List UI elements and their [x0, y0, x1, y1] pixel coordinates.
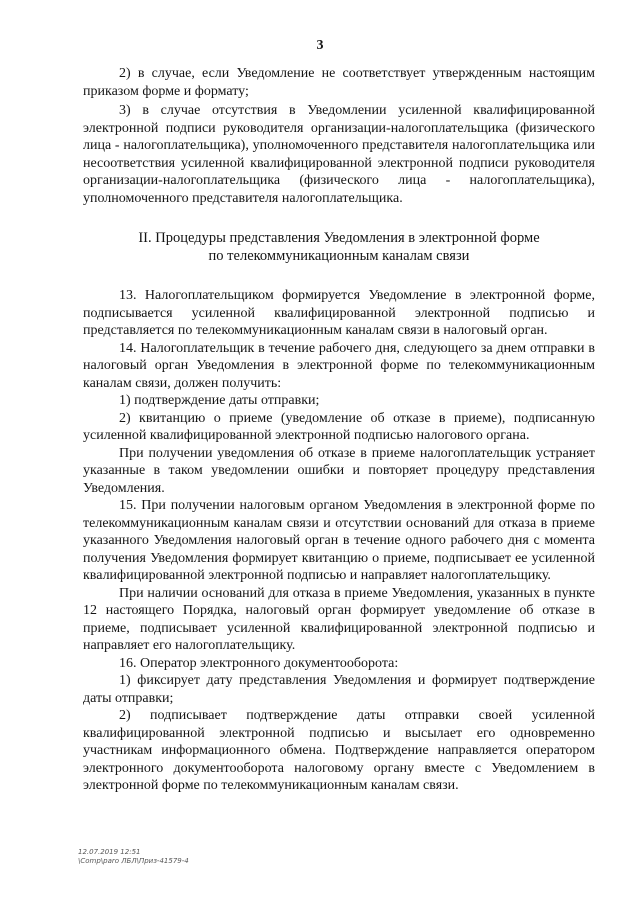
- paragraph-16-item-1: 1) фиксирует дату представления Уведомления и формирует подтверждение даты отправки;: [83, 673, 595, 706]
- paragraph-16: 16. Оператор электронного документооборота:: [119, 655, 399, 671]
- page-number: 3: [316, 38, 324, 53]
- paragraph-15-refusal: При наличии оснований для отказа в приеме Уведомления, указанных в пункте 12 настоящего Порядка, налоговый орган формирует уведомление об отказе в приеме, подписывает усиленной квалифицированной электронной подписью и направляет его налогоплательщику.: [83, 585, 595, 653]
- paragraph-16-item-2: 2) подписывает подтверждение даты отправки своей усиленной квалифицированной электронной подписью и высылает его одновременно участникам информационного обмена. Подтверждение направляется оператором электронного документооборота налоговому органу вместе с Уведомлением в электронной форме по телекоммуникационным каналам связи.: [83, 708, 595, 793]
- section-heading-line-1: II. Процедуры представления Уведомления в электронной форме: [138, 230, 540, 246]
- paragraph-14: 14. Налогоплательщик в течение рабочего дня, следующего за днем отправки в налоговый орган Уведомления в электронной форме по телекоммуникационным каналам связи, должен получить:: [83, 340, 595, 391]
- paragraph-13: 13. Налогоплательщиком формируется Уведомление в электронной форме, подписывается усиленной квалифицированной электронной подписью и представляется по телекоммуникационным каналам связи в налоговый орган.: [83, 288, 595, 338]
- footer-file-path: \Comp\paro ЛБЛ\Приз-41579-4: [78, 857, 189, 865]
- document-body: [83, 64, 595, 795]
- section-heading: [83, 229, 595, 265]
- paragraph-14-item-2: 2) квитанцию о приеме (уведомление об отказе в приеме), подписанную усиленной квалифицированной электронной подписью налогового органа.: [83, 410, 595, 443]
- footer-stamp: [78, 848, 189, 866]
- footer-timestamp: 12.07.2019 12:51: [78, 848, 141, 856]
- paragraph-14-refusal: При получении уведомления об отказе в приеме налогоплательщик устраняет указанные в таком уведомлении ошибки и повторяет процедуру представления Уведомления.: [83, 445, 595, 496]
- paragraph-14-item-1: 1) подтверждение даты отправки;: [119, 393, 320, 408]
- paragraph-15: 15. При получении налоговым органом Уведомления в электронной форме по телекоммуникационным каналам связи и отсутствии оснований для отказа в приеме указанного Уведомления налоговый орган в течение одного рабочего дня с момента получения Уведомления формирует квитанцию о приеме, подписывает ее усиленной квалифицированной электронной подписью и направляет налогоплательщику.: [83, 498, 595, 583]
- paragraph-refusal-reason-3: 3) в случае отсутствия в Уведомлении усиленной квалифицированной электронной подписи руководителя организации-налогоплательщика (физического лица - налогоплательщика), уполномоченного представителя налогоплательщика или несоответствия усиленной квалифицированной электронной подписи руководителя организации-налогоплательщика (физического лица - налогоплательщика), уполномоченного представителя налогоплательщика.: [83, 103, 595, 206]
- paragraph-refusal-reason-2: 2) в случае, если Уведомление не соответствует утвержденным настоящим приказом форме и формату;: [83, 66, 595, 99]
- section-heading-line-2: по телекоммуникационным каналам связи: [208, 248, 470, 264]
